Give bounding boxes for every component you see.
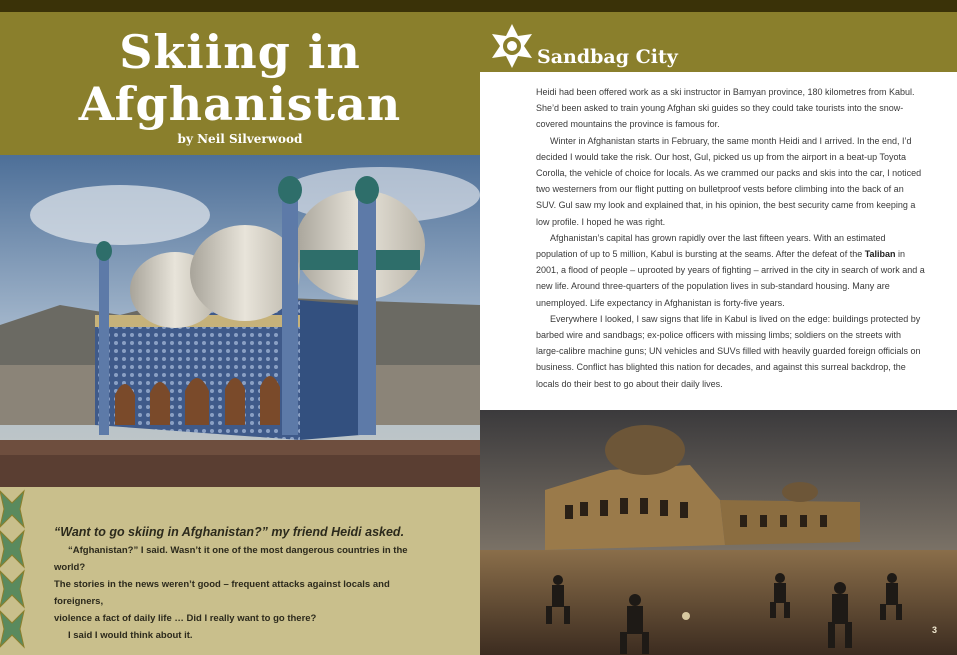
article-paragraph: Everywhere I looked, I saw signs that life in Kabul is lived on the edge: buildings protected by barbed wire and sandbags; ex-police officers with missing limbs; soldiers on the streets with large-calibre machine guns; UN vehicles and SUVs filled with heavily guarded foreign officials on business. Conflict has blighted this nation for decades, and against this surreal backdrop, the locals do their best to go about their daily lives.: [536, 313, 921, 389]
intro-line: I said I would think about it.: [68, 630, 193, 641]
intro-line: The stories in the news weren’t good – frequent attacks against locals and foreigners,: [54, 579, 390, 607]
section-header: [480, 12, 957, 72]
intro-line: violence a fact of daily life … Did I really want to go there?: [54, 613, 317, 624]
intro-heading: “Want to go skiing in Afghanistan?” my friend Heidi asked.: [54, 525, 405, 539]
star-ornament-icon: [0, 487, 26, 655]
glossary-term: Taliban: [864, 249, 896, 260]
mosque-photo: [0, 155, 480, 487]
article-paragraph: Winter in Afghanistan starts in February, the same month Heidi and I arrived. In the end, I’d decided I would take the risk. Our host, Gul, picked us up from the airport in a beat-up Toyota Corolla, the vehicle of choice for locals. As we crammed our packs and skis into the car, I noticed two westerners from our flight putting on bulletproof vests before climbing into the back of an SUV. Gul saw my look and explained that, in his opinion, the best security came from keeping a low profile. I hoped he was right.: [536, 135, 922, 227]
left-page: [0, 12, 480, 655]
title-block: [0, 26, 480, 146]
top-strip: [0, 0, 957, 12]
mosque-illustration: [0, 155, 480, 487]
intro-line: “Afghanistan?” I said. Wasn’t it one of the most dangerous countries in the world?: [54, 545, 408, 573]
article-paragraph: Heidi had been offered work as a ski instructor in Bamyan province, 180 kilometres from Kabul. She’d been asked to train young Afghan ski guides so they could take tourists into the snow-covered mountains the province is famous for.: [536, 87, 915, 130]
article-title-line1: Skiing in: [119, 25, 361, 79]
page-number: 3: [931, 625, 937, 635]
article-text-segment: in 2001, a flood of people – uprooted by years of fighting – arrived in the city in search of work and a new life. Around three-quarters of the population lives in sub-standard housing. Many are unemployed. Life expectancy in Afghanistan is forty-five years.: [536, 249, 925, 308]
palace-illustration: [480, 410, 957, 655]
article-text: [536, 84, 926, 392]
article-body: [480, 72, 957, 410]
byline: by Neil Silverwood: [177, 132, 303, 146]
article-paragraph: [536, 230, 926, 311]
article-text-segment: Afghanistan’s capital has grown rapidly over the last fifteen years. With an estimated population of up to 5 million, Kabul is bursting at the seams. After the defeat of the: [536, 232, 886, 260]
article-title-line2: Afghanistan: [78, 77, 402, 131]
palace-photo: [480, 410, 957, 655]
section-title: Sandbag City: [537, 46, 678, 68]
intro-text: [54, 523, 434, 644]
intro-panel: [0, 487, 480, 655]
star-ornament-icon: [488, 22, 536, 70]
